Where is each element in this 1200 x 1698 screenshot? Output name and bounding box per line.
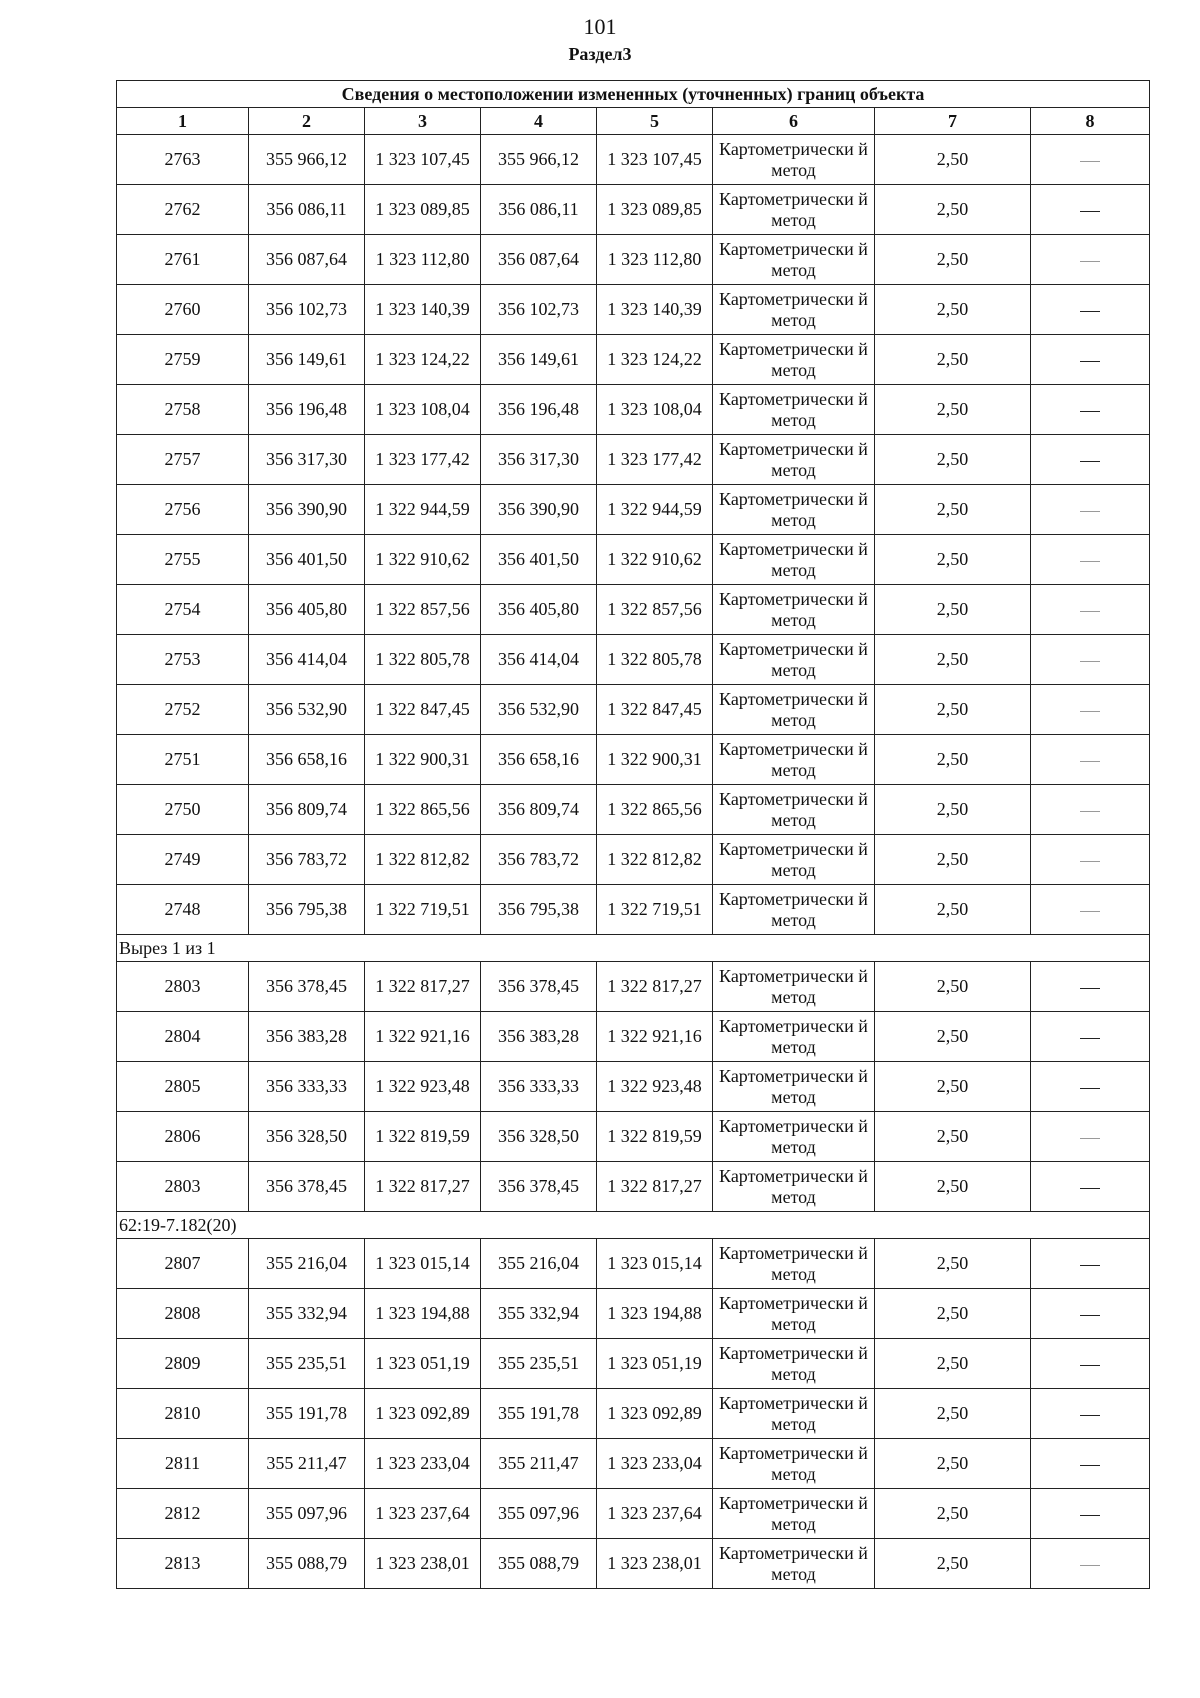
y-coordinate-cell: 1 322 805,78 [597, 635, 713, 685]
table-title: Сведения о местоположении измененных (уточненных) границ объекта [117, 81, 1150, 108]
em-dash [1080, 261, 1100, 262]
column-8-cell [1031, 285, 1150, 335]
em-dash [1080, 1315, 1100, 1316]
em-dash [1080, 1365, 1100, 1366]
em-dash [1080, 988, 1100, 989]
x-coordinate-cell: 356 405,80 [481, 585, 597, 635]
column-8-cell [1031, 785, 1150, 835]
method-cell: Картометрически й метод [713, 585, 875, 635]
column-8-cell [1031, 635, 1150, 685]
y-coordinate-cell: 1 322 817,27 [365, 962, 481, 1012]
y-coordinate-cell: 1 322 857,56 [597, 585, 713, 635]
point-number-cell: 2803 [117, 962, 249, 1012]
em-dash [1080, 511, 1100, 512]
accuracy-cell: 2,50 [875, 535, 1031, 585]
y-coordinate-cell: 1 322 719,51 [365, 885, 481, 935]
table-row [117, 1062, 1150, 1112]
table-row [117, 685, 1150, 735]
y-coordinate-cell: 1 323 015,14 [365, 1239, 481, 1289]
point-number-cell: 2759 [117, 335, 249, 385]
em-dash [1080, 161, 1100, 162]
y-coordinate-cell: 1 322 819,59 [365, 1112, 481, 1162]
em-dash [1080, 1415, 1100, 1416]
x-coordinate-cell: 356 401,50 [481, 535, 597, 585]
em-dash [1080, 411, 1100, 412]
column-8-cell [1031, 735, 1150, 785]
y-coordinate-cell: 1 322 910,62 [597, 535, 713, 585]
x-coordinate-cell: 355 235,51 [249, 1339, 365, 1389]
table-row [117, 785, 1150, 835]
em-dash [1080, 1565, 1100, 1566]
y-coordinate-cell: 1 323 089,85 [365, 185, 481, 235]
point-number-cell: 2760 [117, 285, 249, 335]
page-number: 101 [583, 14, 617, 39]
y-coordinate-cell: 1 323 124,22 [597, 335, 713, 385]
y-coordinate-cell: 1 323 177,42 [597, 435, 713, 485]
accuracy-cell: 2,50 [875, 335, 1031, 385]
x-coordinate-cell: 355 966,12 [249, 135, 365, 185]
method-cell: Картометрически й метод [713, 435, 875, 485]
x-coordinate-cell: 356 658,16 [481, 735, 597, 785]
y-coordinate-cell: 1 322 923,48 [365, 1062, 481, 1112]
accuracy-cell: 2,50 [875, 285, 1031, 335]
em-dash [1080, 361, 1100, 362]
method-cell: Картометрически й метод [713, 835, 875, 885]
column-8-cell [1031, 485, 1150, 535]
x-coordinate-cell: 356 783,72 [481, 835, 597, 885]
accuracy-cell: 2,50 [875, 185, 1031, 235]
y-coordinate-cell: 1 323 089,85 [597, 185, 713, 235]
x-coordinate-cell: 355 235,51 [481, 1339, 597, 1389]
method-cell: Картометрически й метод [713, 1489, 875, 1539]
x-coordinate-cell: 356 196,48 [481, 385, 597, 435]
table-row [117, 962, 1150, 1012]
x-coordinate-cell: 356 328,50 [249, 1112, 365, 1162]
column-8-cell [1031, 1012, 1150, 1062]
column-number: 5 [597, 108, 713, 135]
group-label-row [117, 1212, 1150, 1239]
x-coordinate-cell: 356 317,30 [249, 435, 365, 485]
column-8-cell [1031, 1489, 1150, 1539]
x-coordinate-cell: 356 378,45 [249, 962, 365, 1012]
x-coordinate-cell: 356 378,45 [249, 1162, 365, 1212]
accuracy-cell: 2,50 [875, 1339, 1031, 1389]
accuracy-cell: 2,50 [875, 385, 1031, 435]
method-cell: Картометрически й метод [713, 335, 875, 385]
x-coordinate-cell: 356 658,16 [249, 735, 365, 785]
accuracy-cell: 2,50 [875, 135, 1031, 185]
method-cell: Картометрически й метод [713, 785, 875, 835]
method-cell: Картометрически й метод [713, 235, 875, 285]
x-coordinate-cell: 355 211,47 [481, 1439, 597, 1489]
y-coordinate-cell: 1 323 233,04 [365, 1439, 481, 1489]
point-number-cell: 2803 [117, 1162, 249, 1212]
point-number-cell: 2805 [117, 1062, 249, 1112]
y-coordinate-cell: 1 322 900,31 [597, 735, 713, 785]
x-coordinate-cell: 356 102,73 [481, 285, 597, 335]
accuracy-cell: 2,50 [875, 1112, 1031, 1162]
x-coordinate-cell: 355 191,78 [249, 1389, 365, 1439]
table-row [117, 185, 1150, 235]
em-dash [1080, 1038, 1100, 1039]
point-number-cell: 2750 [117, 785, 249, 835]
point-number-cell: 2751 [117, 735, 249, 785]
x-coordinate-cell: 355 332,94 [481, 1289, 597, 1339]
x-coordinate-cell: 355 216,04 [481, 1239, 597, 1289]
y-coordinate-cell: 1 323 092,89 [597, 1389, 713, 1439]
table-row [117, 835, 1150, 885]
group-label: Вырез 1 из 1 [117, 935, 1150, 962]
y-coordinate-cell: 1 323 015,14 [597, 1239, 713, 1289]
x-coordinate-cell: 356 532,90 [249, 685, 365, 735]
y-coordinate-cell: 1 323 108,04 [365, 385, 481, 435]
table-row [117, 1389, 1150, 1439]
column-8-cell [1031, 885, 1150, 935]
point-number-cell: 2810 [117, 1389, 249, 1439]
x-coordinate-cell: 356 390,90 [481, 485, 597, 535]
column-8-cell [1031, 962, 1150, 1012]
y-coordinate-cell: 1 323 194,88 [597, 1289, 713, 1339]
point-number-cell: 2762 [117, 185, 249, 235]
y-coordinate-cell: 1 322 923,48 [597, 1062, 713, 1112]
x-coordinate-cell: 355 088,79 [249, 1539, 365, 1589]
table-row [117, 535, 1150, 585]
y-coordinate-cell: 1 323 237,64 [365, 1489, 481, 1539]
em-dash [1080, 661, 1100, 662]
x-coordinate-cell: 356 087,64 [249, 235, 365, 285]
method-cell: Картометрически й метод [713, 735, 875, 785]
column-8-cell [1031, 1389, 1150, 1439]
accuracy-cell: 2,50 [875, 1162, 1031, 1212]
table-row [117, 435, 1150, 485]
em-dash [1080, 611, 1100, 612]
y-coordinate-cell: 1 322 847,45 [597, 685, 713, 735]
point-number-cell: 2806 [117, 1112, 249, 1162]
y-coordinate-cell: 1 322 817,27 [365, 1162, 481, 1212]
x-coordinate-cell: 356 328,50 [481, 1112, 597, 1162]
column-number: 1 [117, 108, 249, 135]
x-coordinate-cell: 355 097,96 [481, 1489, 597, 1539]
method-cell: Картометрически й метод [713, 385, 875, 435]
point-number-cell: 2813 [117, 1539, 249, 1589]
em-dash [1080, 1465, 1100, 1466]
method-cell: Картометрически й метод [713, 1062, 875, 1112]
column-number: 8 [1031, 108, 1150, 135]
column-8-cell [1031, 1162, 1150, 1212]
method-cell: Картометрически й метод [713, 1439, 875, 1489]
em-dash [1080, 1265, 1100, 1266]
y-coordinate-cell: 1 322 719,51 [597, 885, 713, 935]
x-coordinate-cell: 356 532,90 [481, 685, 597, 735]
y-coordinate-cell: 1 322 812,82 [365, 835, 481, 885]
y-coordinate-cell: 1 323 238,01 [365, 1539, 481, 1589]
table-row [117, 135, 1150, 185]
column-number: 4 [481, 108, 597, 135]
x-coordinate-cell: 356 149,61 [481, 335, 597, 385]
method-cell: Картометрически й метод [713, 1289, 875, 1339]
method-cell: Картометрически й метод [713, 285, 875, 335]
x-coordinate-cell: 356 087,64 [481, 235, 597, 285]
x-coordinate-cell: 356 809,74 [481, 785, 597, 835]
point-number-cell: 2811 [117, 1439, 249, 1489]
method-cell: Картометрически й метод [713, 1339, 875, 1389]
y-coordinate-cell: 1 323 238,01 [597, 1539, 713, 1589]
column-8-cell [1031, 835, 1150, 885]
method-cell: Картометрически й метод [713, 635, 875, 685]
y-coordinate-cell: 1 322 812,82 [597, 835, 713, 885]
table-row [117, 1489, 1150, 1539]
boundary-table [116, 80, 1150, 1589]
method-cell: Картометрически й метод [713, 485, 875, 535]
accuracy-cell: 2,50 [875, 1489, 1031, 1539]
method-cell: Картометрически й метод [713, 962, 875, 1012]
method-cell: Картометрически й метод [713, 1112, 875, 1162]
table-row [117, 235, 1150, 285]
em-dash [1080, 1515, 1100, 1516]
y-coordinate-cell: 1 323 107,45 [597, 135, 713, 185]
x-coordinate-cell: 356 809,74 [249, 785, 365, 835]
y-coordinate-cell: 1 323 108,04 [597, 385, 713, 435]
table-title-row [117, 81, 1150, 108]
y-coordinate-cell: 1 323 112,80 [597, 235, 713, 285]
column-8-cell [1031, 385, 1150, 435]
point-number-cell: 2804 [117, 1012, 249, 1062]
column-8-cell [1031, 685, 1150, 735]
y-coordinate-cell: 1 322 900,31 [365, 735, 481, 785]
accuracy-cell: 2,50 [875, 1289, 1031, 1339]
y-coordinate-cell: 1 322 847,45 [365, 685, 481, 735]
point-number-cell: 2748 [117, 885, 249, 935]
point-number-cell: 2763 [117, 135, 249, 185]
y-coordinate-cell: 1 323 237,64 [597, 1489, 713, 1539]
point-number-cell: 2809 [117, 1339, 249, 1389]
x-coordinate-cell: 355 088,79 [481, 1539, 597, 1589]
accuracy-cell: 2,50 [875, 1062, 1031, 1112]
x-coordinate-cell: 356 086,11 [481, 185, 597, 235]
table-row [117, 885, 1150, 935]
accuracy-cell: 2,50 [875, 835, 1031, 885]
x-coordinate-cell: 355 966,12 [481, 135, 597, 185]
x-coordinate-cell: 356 086,11 [249, 185, 365, 235]
y-coordinate-cell: 1 323 051,19 [365, 1339, 481, 1389]
method-cell: Картометрически й метод [713, 685, 875, 735]
column-8-cell [1031, 1239, 1150, 1289]
accuracy-cell: 2,50 [875, 635, 1031, 685]
point-number-cell: 2808 [117, 1289, 249, 1339]
accuracy-cell: 2,50 [875, 585, 1031, 635]
em-dash [1080, 211, 1100, 212]
column-number: 6 [713, 108, 875, 135]
accuracy-cell: 2,50 [875, 785, 1031, 835]
y-coordinate-cell: 1 322 921,16 [365, 1012, 481, 1062]
accuracy-cell: 2,50 [875, 235, 1031, 285]
em-dash [1080, 811, 1100, 812]
x-coordinate-cell: 356 383,28 [249, 1012, 365, 1062]
point-number-cell: 2761 [117, 235, 249, 285]
y-coordinate-cell: 1 323 140,39 [365, 285, 481, 335]
table-row [117, 1439, 1150, 1489]
accuracy-cell: 2,50 [875, 435, 1031, 485]
em-dash [1080, 1188, 1100, 1189]
point-number-cell: 2807 [117, 1239, 249, 1289]
table-row [117, 1112, 1150, 1162]
x-coordinate-cell: 355 211,47 [249, 1439, 365, 1489]
point-number-cell: 2812 [117, 1489, 249, 1539]
method-cell: Картометрически й метод [713, 1539, 875, 1589]
y-coordinate-cell: 1 323 107,45 [365, 135, 481, 185]
method-cell: Картометрически й метод [713, 885, 875, 935]
column-number: 2 [249, 108, 365, 135]
column-8-cell [1031, 135, 1150, 185]
point-number-cell: 2752 [117, 685, 249, 735]
method-cell: Картометрически й метод [713, 1162, 875, 1212]
em-dash [1080, 311, 1100, 312]
table-row [117, 1162, 1150, 1212]
table-row [117, 385, 1150, 435]
accuracy-cell: 2,50 [875, 962, 1031, 1012]
column-8-cell [1031, 185, 1150, 235]
column-8-cell [1031, 1439, 1150, 1489]
y-coordinate-cell: 1 322 857,56 [365, 585, 481, 635]
em-dash [1080, 1088, 1100, 1089]
x-coordinate-cell: 356 414,04 [249, 635, 365, 685]
em-dash [1080, 761, 1100, 762]
accuracy-cell: 2,50 [875, 685, 1031, 735]
accuracy-cell: 2,50 [875, 885, 1031, 935]
x-coordinate-cell: 356 783,72 [249, 835, 365, 885]
column-number: 3 [365, 108, 481, 135]
y-coordinate-cell: 1 322 865,56 [365, 785, 481, 835]
x-coordinate-cell: 356 390,90 [249, 485, 365, 535]
x-coordinate-cell: 356 414,04 [481, 635, 597, 685]
em-dash [1080, 861, 1100, 862]
x-coordinate-cell: 356 383,28 [481, 1012, 597, 1062]
y-coordinate-cell: 1 322 944,59 [365, 485, 481, 535]
y-coordinate-cell: 1 322 819,59 [597, 1112, 713, 1162]
x-coordinate-cell: 355 332,94 [249, 1289, 365, 1339]
y-coordinate-cell: 1 323 124,22 [365, 335, 481, 385]
point-number-cell: 2758 [117, 385, 249, 435]
accuracy-cell: 2,50 [875, 1389, 1031, 1439]
column-8-cell [1031, 1539, 1150, 1589]
em-dash [1080, 461, 1100, 462]
x-coordinate-cell: 355 216,04 [249, 1239, 365, 1289]
table-row [117, 1539, 1150, 1589]
x-coordinate-cell: 355 097,96 [249, 1489, 365, 1539]
x-coordinate-cell: 356 378,45 [481, 962, 597, 1012]
em-dash [1080, 1138, 1100, 1139]
method-cell: Картометрически й метод [713, 1012, 875, 1062]
point-number-cell: 2755 [117, 535, 249, 585]
column-number-row [117, 108, 1150, 135]
column-8-cell [1031, 435, 1150, 485]
em-dash [1080, 911, 1100, 912]
column-8-cell [1031, 585, 1150, 635]
accuracy-cell: 2,50 [875, 1239, 1031, 1289]
y-coordinate-cell: 1 323 177,42 [365, 435, 481, 485]
section-title: Раздел3 [568, 44, 632, 64]
y-coordinate-cell: 1 323 233,04 [597, 1439, 713, 1489]
accuracy-cell: 2,50 [875, 1439, 1031, 1489]
y-coordinate-cell: 1 322 805,78 [365, 635, 481, 685]
em-dash [1080, 711, 1100, 712]
em-dash [1080, 561, 1100, 562]
y-coordinate-cell: 1 323 112,80 [365, 235, 481, 285]
y-coordinate-cell: 1 322 921,16 [597, 1012, 713, 1062]
column-8-cell [1031, 1289, 1150, 1339]
accuracy-cell: 2,50 [875, 1539, 1031, 1589]
x-coordinate-cell: 356 405,80 [249, 585, 365, 635]
table-row [117, 485, 1150, 535]
x-coordinate-cell: 356 795,38 [481, 885, 597, 935]
method-cell: Картометрически й метод [713, 1239, 875, 1289]
method-cell: Картометрически й метод [713, 1389, 875, 1439]
x-coordinate-cell: 356 317,30 [481, 435, 597, 485]
y-coordinate-cell: 1 322 817,27 [597, 962, 713, 1012]
point-number-cell: 2754 [117, 585, 249, 635]
method-cell: Картометрически й метод [713, 135, 875, 185]
x-coordinate-cell: 356 378,45 [481, 1162, 597, 1212]
table-row [117, 1339, 1150, 1389]
x-coordinate-cell: 356 795,38 [249, 885, 365, 935]
table-row [117, 1289, 1150, 1339]
column-number: 7 [875, 108, 1031, 135]
y-coordinate-cell: 1 323 194,88 [365, 1289, 481, 1339]
point-number-cell: 2749 [117, 835, 249, 885]
method-cell: Картометрически й метод [713, 185, 875, 235]
table-row [117, 635, 1150, 685]
accuracy-cell: 2,50 [875, 485, 1031, 535]
y-coordinate-cell: 1 322 817,27 [597, 1162, 713, 1212]
table-row [117, 735, 1150, 785]
table-row [117, 1012, 1150, 1062]
group-label-row [117, 935, 1150, 962]
table-row [117, 285, 1150, 335]
column-8-cell [1031, 335, 1150, 385]
point-number-cell: 2756 [117, 485, 249, 535]
x-coordinate-cell: 356 333,33 [249, 1062, 365, 1112]
table-row [117, 335, 1150, 385]
y-coordinate-cell: 1 322 865,56 [597, 785, 713, 835]
y-coordinate-cell: 1 323 092,89 [365, 1389, 481, 1439]
column-8-cell [1031, 535, 1150, 585]
column-8-cell [1031, 1062, 1150, 1112]
table-row [117, 1239, 1150, 1289]
group-label: 62:19-7.182(20) [117, 1212, 1150, 1239]
x-coordinate-cell: 356 196,48 [249, 385, 365, 435]
x-coordinate-cell: 355 191,78 [481, 1389, 597, 1439]
x-coordinate-cell: 356 149,61 [249, 335, 365, 385]
x-coordinate-cell: 356 401,50 [249, 535, 365, 585]
method-cell: Картометрически й метод [713, 535, 875, 585]
column-8-cell [1031, 1112, 1150, 1162]
y-coordinate-cell: 1 322 910,62 [365, 535, 481, 585]
y-coordinate-cell: 1 322 944,59 [597, 485, 713, 535]
accuracy-cell: 2,50 [875, 735, 1031, 785]
y-coordinate-cell: 1 323 051,19 [597, 1339, 713, 1389]
x-coordinate-cell: 356 333,33 [481, 1062, 597, 1112]
point-number-cell: 2753 [117, 635, 249, 685]
table-row [117, 585, 1150, 635]
y-coordinate-cell: 1 323 140,39 [597, 285, 713, 335]
column-8-cell [1031, 235, 1150, 285]
column-8-cell [1031, 1339, 1150, 1389]
x-coordinate-cell: 356 102,73 [249, 285, 365, 335]
accuracy-cell: 2,50 [875, 1012, 1031, 1062]
point-number-cell: 2757 [117, 435, 249, 485]
